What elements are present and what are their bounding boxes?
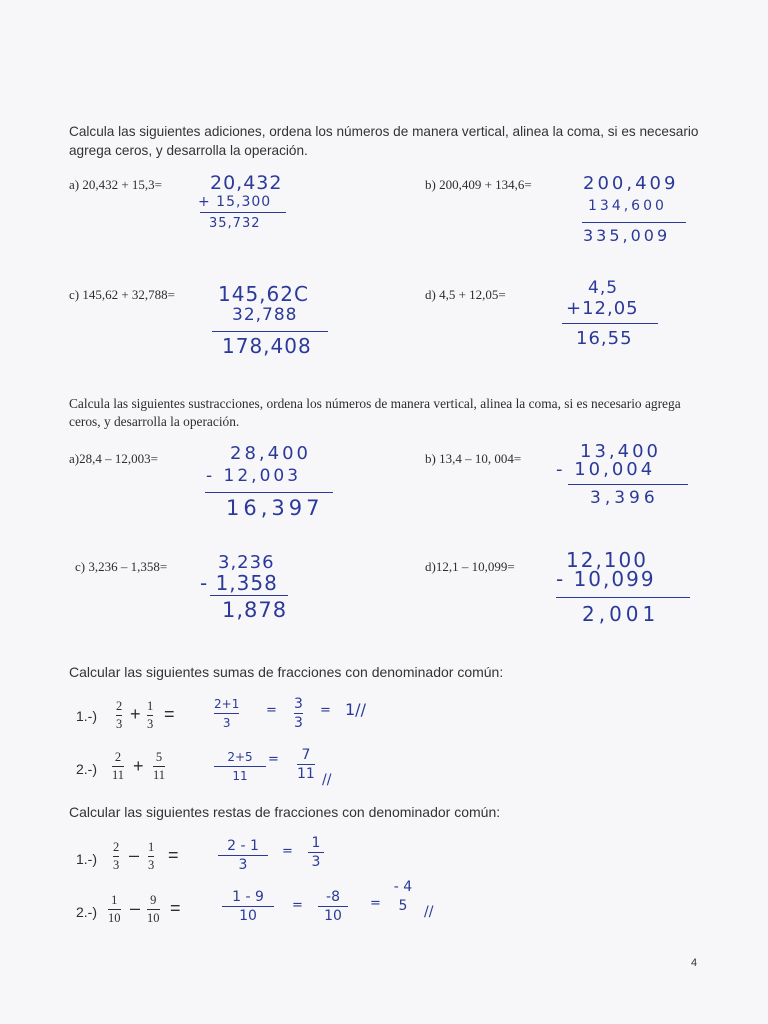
hw-sum-line [562, 323, 658, 324]
numerator: - 4 [393, 879, 413, 895]
fraction-bar [108, 909, 121, 910]
printed-fraction [113, 841, 119, 872]
denominator: 10 [147, 911, 160, 925]
printed-fraction [153, 751, 165, 782]
hw-fraction [218, 839, 268, 872]
numerator: 2+1 [214, 697, 240, 711]
numerator: 3 [294, 696, 303, 712]
hw-result: 1// [345, 700, 366, 719]
numerator: 1 [111, 893, 118, 907]
denominator: 3 [222, 716, 231, 731]
hw-work-result: 178,408 [222, 334, 312, 358]
equals-sign: = [170, 898, 181, 918]
numerator: 9 [150, 893, 157, 907]
fraction-bar [113, 856, 119, 857]
hw-sum-line [205, 492, 333, 493]
hw-mark: // [322, 772, 332, 788]
subtraction-problem-a: a)28,4 – 12,003= [69, 451, 158, 466]
hw-work-top: 12,100 [566, 548, 648, 572]
hw-fraction [214, 750, 266, 783]
hw-sum-line [210, 595, 288, 596]
item-number: 1.-) [76, 708, 97, 724]
plus-sign: + [133, 756, 144, 776]
minus-sign: – [130, 898, 141, 918]
hw-work-result: 335,009 [583, 226, 671, 245]
hw-work-result: 16,397 [226, 496, 324, 520]
hw-fraction [308, 836, 324, 869]
hw-work-top: 28,400 [230, 443, 311, 464]
printed-fraction [108, 894, 121, 925]
numerator: 2+5 [227, 750, 253, 764]
subtraction-instruction: Calcula las siguientes sustracciones, ordena los números de manera vertical, alinea la coma, si es necesario agrega ceros, y desarrolla la operación. [69, 396, 681, 429]
hw-work-top: 4,5 [588, 278, 619, 298]
fraction-sub-instruction: Calcular las siguientes restas de fracciones con denominador común: [69, 804, 501, 820]
numerator: 1 [147, 699, 154, 713]
hw-fraction [294, 697, 303, 730]
hw-work-second: + 15,300 [198, 194, 272, 210]
denominator: 3 [113, 858, 120, 872]
fraction-bar [294, 713, 303, 714]
fraction-bar [148, 856, 154, 857]
hw-work-top: 200,409 [583, 173, 679, 194]
printed-fraction [147, 700, 153, 731]
denominator: 3 [116, 717, 123, 731]
addition-problem-b: b) 200,409 + 134,6= [425, 177, 532, 192]
fraction-bar [112, 766, 124, 767]
hw-equals: = [266, 703, 277, 718]
hw-sum-line [212, 331, 328, 332]
hw-sum-line [200, 212, 286, 213]
hw-work-top: 145,62C [218, 282, 309, 306]
hw-work-second: - 10,099 [556, 567, 656, 591]
hw-work-top: 20,432 [210, 172, 283, 194]
printed-fraction [112, 751, 124, 782]
hw-work-second: 32,788 [232, 305, 298, 325]
addition-instruction: Calcula las siguientes adiciones, ordena los números de manera vertical, alinea la coma, si es necesario agrega ceros, y desarrolla la operación. [69, 124, 699, 158]
hw-equals: = [292, 898, 303, 913]
addition-problem-a: a) 20,432 + 15,3= [69, 177, 163, 192]
denominator: 5 [398, 898, 408, 915]
denominator: 11 [297, 766, 315, 783]
hw-equals: = [268, 752, 279, 767]
fraction-bar [116, 715, 122, 716]
fraction-bar [214, 766, 266, 767]
denominator: 10 [324, 908, 342, 925]
fraction-bar [147, 715, 153, 716]
addition-problem-d: d) 4,5 + 12,05= [425, 287, 506, 302]
hw-sum-line [568, 484, 688, 485]
subtraction-problem-c: c) 3,236 – 1,358= [75, 559, 168, 574]
fraction-bar [222, 906, 274, 907]
denominator: 11 [153, 768, 166, 782]
fraction-bar [214, 713, 239, 714]
denominator: 3 [311, 854, 321, 871]
hw-fraction [297, 748, 315, 781]
denominator: 3 [147, 717, 154, 731]
hw-fraction [318, 890, 348, 923]
hw-work-second: - 12,003 [206, 466, 302, 486]
hw-work-result: 1,878 [222, 598, 288, 622]
denominator: 3 [294, 715, 303, 732]
fraction-bar [147, 909, 160, 910]
hw-equals: = [320, 703, 331, 718]
hw-work-result: 16,55 [576, 328, 633, 349]
printed-fraction [147, 894, 160, 925]
hw-work-result: 35,732 [209, 216, 261, 231]
numerator: 2 [116, 699, 123, 713]
item-number: 2.-) [76, 904, 97, 920]
item-number: 2.-) [76, 761, 97, 777]
fraction-bar [218, 855, 268, 856]
hw-sum-line [556, 597, 690, 598]
fraction-bar [153, 766, 165, 767]
denominator: 10 [239, 908, 257, 925]
fraction-bar [297, 764, 315, 765]
subtraction-problem-d: d)12,1 – 10,099= [425, 559, 515, 574]
page-number: 4 [691, 957, 698, 969]
addition-problem-c: c) 145,62 + 32,788= [69, 287, 176, 302]
hw-work-top: 13,400 [580, 441, 661, 462]
denominator: 11 [232, 769, 248, 784]
numerator: 1 [148, 840, 155, 854]
denominator: 3 [238, 857, 248, 874]
hw-work-result: 3,396 [590, 488, 659, 508]
hw-equals: = [370, 896, 381, 911]
hw-work-result: 2,001 [582, 602, 660, 626]
hw-fraction [392, 880, 414, 913]
equals-sign: = [168, 845, 179, 865]
hw-mark: // [424, 904, 434, 920]
hw-fraction [222, 890, 274, 923]
hw-work-second: 134,600 [588, 198, 667, 214]
numerator: -8 [326, 889, 340, 905]
hw-sum-line [582, 222, 686, 223]
hw-work-second: - 1,358 [200, 571, 278, 595]
hw-equals: = [282, 844, 293, 859]
hw-work-top: 3,236 [218, 552, 275, 573]
fraction-bar [308, 852, 324, 853]
numerator: 2 - 1 [227, 838, 259, 854]
hw-fraction [214, 697, 239, 730]
numerator: 2 [114, 750, 122, 764]
printed-fraction [116, 700, 122, 731]
fraction-bar [318, 906, 348, 907]
numerator: 5 [155, 750, 163, 764]
denominator: 10 [108, 911, 121, 925]
subtraction-problem-b: b) 13,4 – 10, 004= [425, 451, 522, 466]
plus-sign: + [130, 704, 141, 724]
printed-fraction [148, 841, 154, 872]
numerator: 1 - 9 [232, 889, 264, 905]
denominator: 11 [112, 768, 125, 782]
numerator: 2 [113, 840, 120, 854]
equals-sign: = [164, 704, 175, 724]
hw-work-second: - 10,004 [556, 459, 656, 480]
item-number: 1.-) [76, 851, 97, 867]
numerator: 1 [311, 835, 321, 851]
hw-work-second: +12,05 [566, 298, 639, 319]
denominator: 3 [148, 858, 155, 872]
numerator: 7 [301, 747, 311, 763]
fraction-sum-instruction: Calcular las siguientes sumas de fracciones con denominador común: [69, 664, 504, 680]
minus-sign: – [129, 845, 140, 865]
